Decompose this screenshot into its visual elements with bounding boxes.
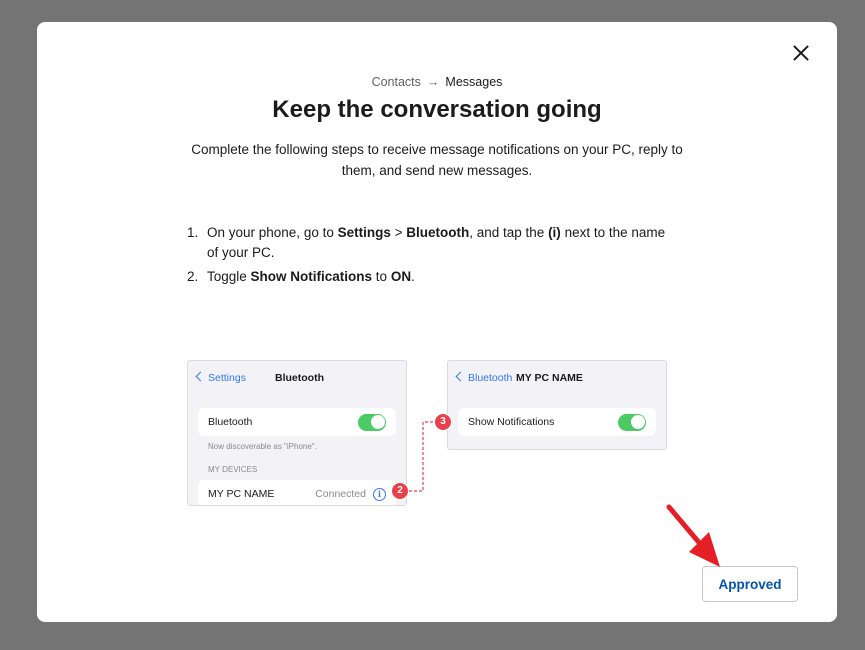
- breadcrumb: [37, 75, 837, 89]
- device-row: [198, 480, 396, 506]
- step-number: 1.: [187, 225, 199, 240]
- breadcrumb-arrow-icon: →: [426, 75, 440, 89]
- step-text: Toggle Show Notifications to ON.: [207, 269, 415, 284]
- breadcrumb-messages: Messages: [445, 75, 503, 89]
- dialog: [37, 22, 837, 622]
- approved-button[interactable]: Approved: [702, 566, 798, 602]
- nav-bar: [194, 372, 400, 388]
- bluetooth-toggle: [358, 414, 386, 431]
- my-devices-header: MY DEVICES: [208, 465, 258, 474]
- show-notifications-toggle: [618, 414, 646, 431]
- bluetooth-label: Bluetooth: [208, 416, 253, 428]
- device-name: MY PC NAME: [208, 488, 275, 500]
- steps-list: [187, 223, 667, 291]
- back-link-bluetooth: Bluetooth: [454, 372, 512, 384]
- nav-title: Bluetooth: [275, 372, 324, 384]
- discoverable-note: Now discoverable as "iPhone".: [208, 442, 317, 451]
- step-number: 2.: [187, 269, 199, 284]
- step-2: [187, 267, 667, 287]
- step-badge-2: 2: [391, 482, 409, 500]
- step-text: On your phone, go to Settings > Bluetooth, and tap the (i) next to the name of your PC.: [207, 225, 666, 260]
- bluetooth-row: [198, 408, 396, 436]
- show-notifications-label: Show Notifications: [468, 416, 555, 428]
- close-icon[interactable]: [790, 42, 812, 64]
- page-subtitle: Complete the following steps to receive message notifications on your PC, reply to them, and send new messages.: [191, 142, 683, 178]
- nav-bar: [454, 372, 660, 388]
- page-title: Keep the conversation going: [272, 96, 602, 123]
- show-notifications-row: [458, 408, 656, 436]
- device-status: Connected: [315, 488, 366, 500]
- info-icon: i: [373, 488, 386, 501]
- nav-title: MY PC NAME: [516, 372, 583, 384]
- bluetooth-settings-illustration: [187, 360, 407, 506]
- device-detail-illustration: [447, 360, 667, 450]
- back-link-settings: Settings: [194, 372, 246, 384]
- step-badge-3: 3: [434, 413, 452, 431]
- breadcrumb-contacts: Contacts: [371, 75, 421, 89]
- step-1: [187, 223, 667, 263]
